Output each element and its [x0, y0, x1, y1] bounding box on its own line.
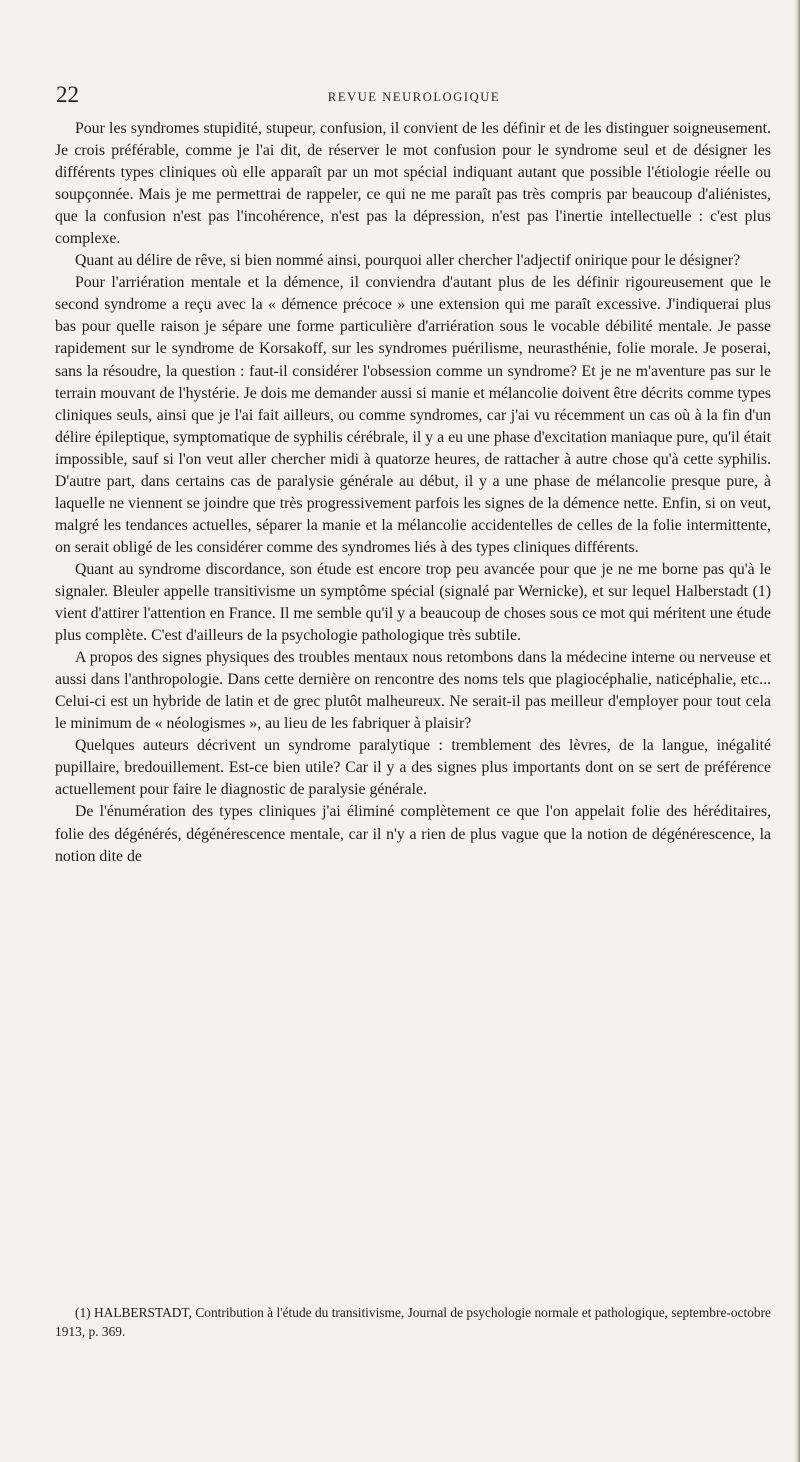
paragraph-signes-physiques: A propos des signes physiques des troubles mentaux nous retombons dans la médecine interne ou nerveuse et aussi dans l'anthropologie. Dans cette dernière on rencontre des noms tels que plagiocéphalie, naticéphalie, etc... Celui-ci est un hybride de latin et de grec plutôt malheureux. Ne serait-il pas meilleur d'employer pour tout cela le minimum de « néologismes », au lieu de les fabriquer à plaisir? — [55, 649, 771, 733]
paragraph-degenerescence: De l'énumération des types cliniques j'ai éliminé complètement ce que l'on appelait folie des héréditaires, folie des dégénérés, dégénérescence mentale, car il n'y a rien de plus vague que la notion de dégénérescence, la notion dite de — [55, 803, 771, 865]
running-head: REVUE NEUROLOGIQUE — [327, 90, 501, 104]
footnote: (1) HALBERSTADT, Contribution à l'étude du transitivisme, Journal de psychologie normale et pathologique, septembre-octobre 1913, p. 369. — [55, 1305, 771, 1339]
page-edge-shadow — [794, 0, 800, 1462]
page-header — [56, 82, 772, 112]
paragraph-arrieration-demence: Pour l'arriération mentale et la démence, il conviendra d'autant plus de les définir rigoureusement que le second syndrome a reçu avec la « démence précoce » une extension qui me paraît excessive. J'indiquerai plus bas pour quelle raison je sépare une forme particulière d'arriération sous le vocable débilité mentale. Je passe rapidement sur le syndrome de Korsakoff, sur les syndromes puérilisme, neurasthénie, folie morale. Je poserai, sans la résoudre, la question : faut-il considérer l'obsession comme un syndrome? Et je ne m'aventure pas sur le terrain mouvant de l'hystérie. Je dois me demander aussi si manie et mélancolie doivent être décrits comme types cliniques seuls, ainsi que je l'ai fait ailleurs, ou comme syndromes, car j'ai vu récemment un cas où à la fin d'un délire épileptique, symptomatique de syphilis cérébrale, il y a eu une phase d'excitation maniaque pure, qu'il était impossible, sauf si l'on veut aller chercher midi à quatorze heures, de rattacher à autre chose qu'à cette syphilis. D'autre part, dans certains cas de paralysie générale au début, il y a une phase de mélancolie presque pure, à laquelle ne viennent se joindre que très progressivement parfois les signes de la démence nette. Enfin, si on veut, malgré les tendances actuelles, séparer la manie et la mélancolie accidentelles de celles de la folie intermittente, on serait obligé de les considérer comme des syndromes liés à des types cliniques différents. — [55, 274, 771, 556]
paragraph-confusion: Pour les syndromes stupidité, stupeur, confusion, il convient de les définir et de les distinguer soigneusement. Je crois préférable, comme je l'ai dit, de réserver le mot confusion pour le syndrome seul et de désigner les différents types cliniques où elle apparaît par un mot spécial indiquant autant que possible l'étiologie réelle ou soupçonnée. Mais je me permettrai de rappeler, ce qui ne me paraît pas très compris par beaucoup d'aliénistes, que la confusion n'est pas l'incohérence, n'est pas la dépression, n'est pas l'inertie intellectuelle : c'est plus complexe. — [55, 120, 771, 248]
body-text — [55, 118, 771, 868]
page-number: 22 — [56, 82, 79, 107]
paragraph-discordance: Quant au syndrome discordance, son étude est encore trop peu avancée pour que je ne me borne pas qu'à le signaler. Bleuler appelle transitivisme un symptôme spécial (signalé par Wernicke), et sur lequel Halberstadt (1) vient d'attirer l'attention en France. Il me semble qu'il y a beaucoup de choses sous ce mot qui méritent une étude plus complète. C'est d'ailleurs de la psychologie pathologique très subtile. — [55, 560, 771, 645]
paragraph-delire-de-reve: Quant au délire de rêve, si bien nommé ainsi, pourquoi aller chercher l'adjectif onirique pour le désigner? — [75, 252, 741, 270]
paragraph-syndrome-paralytique: Quelques auteurs décrivent un syndrome paralytique : tremblement des lèvres, de la langue, inégalité pupillaire, bredouillement. Est-ce bien utile? Car il y a des signes plus importants dont on se sert de préférence actuellement pour faire le diagnostic de paralysie générale. — [55, 737, 771, 799]
